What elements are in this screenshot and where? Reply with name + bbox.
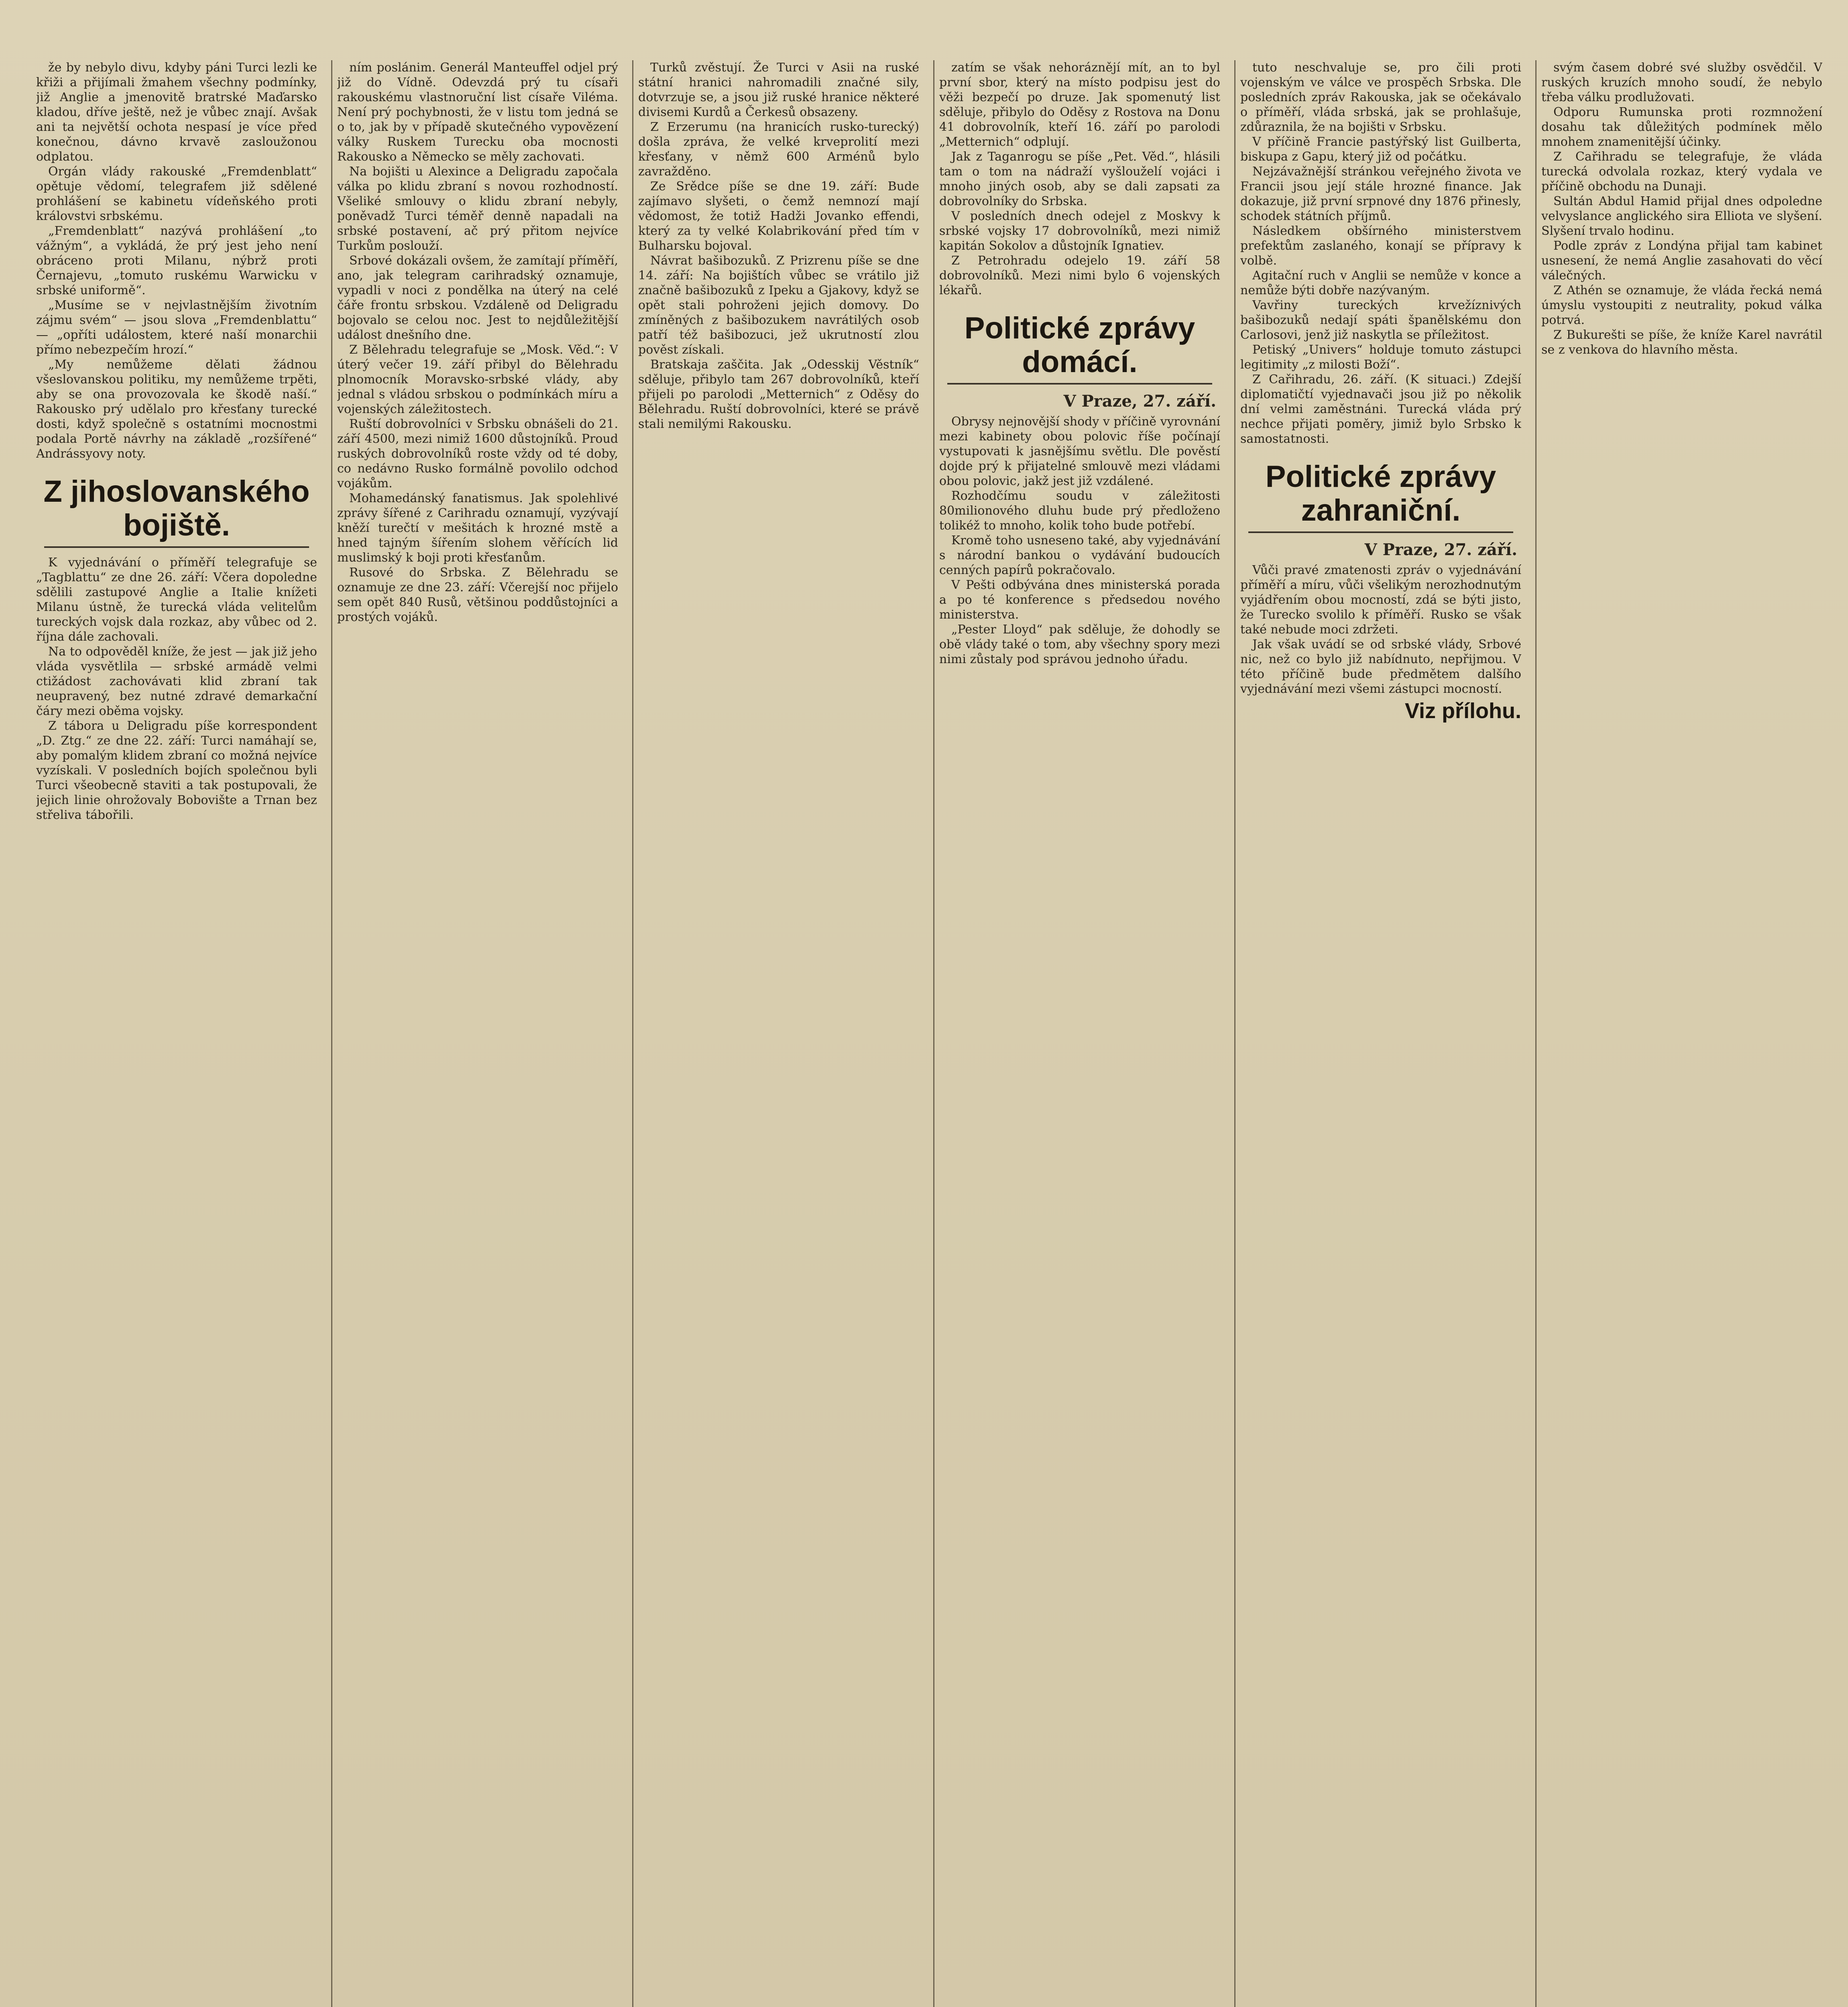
article-paragraph: Obrysy nejnovější shody v příčině vyrovnání mezi kabinety obou polovic říše počínají vystupovati k jasnějšímu světlu. Dle pověstí dojde prý k přijatelné smlouvě mezi vládami obou polovic, jakž jest již vzdálené. [939,415,1220,488]
column-4-body [939,60,1220,298]
column-rule [1535,60,1537,2007]
heading-rule [947,383,1212,385]
article-paragraph: Vůči pravé zmatenosti zpráv o vyjednávání příměří a míru, vůči všelikým nerozhodnutým vyjádřením obou mocností, zdá se býti jisto, že Turecko svolilo k příměří. Rusko se však také nebude moci zdržeti. [1240,563,1521,637]
continued-note: Viz přílohu. [1404,699,1521,723]
column-rule [933,60,934,2007]
article-paragraph: ním poslánim. Generál Manteuffel odjel prý již do Vídně. Odevzdá prý tu císaři rakouskému vlastnoruční list císaře Viléma. Není prý pochybnosti, že v listu tom jedná se o to, jak by v případě skutečného vypovězení války Ruskem Turecku oba mocnosti Rakousko a Německo se měly zachovati. [337,61,618,164]
article-paragraph: svým časem dobré své služby osvědčil. V ruských kruzích mnoho soudí, že nebylo třeba válku prodlužovati. [1541,61,1822,104]
column-1-body [36,60,317,461]
article-paragraph: Ruští dobrovolníci v Srbsku obnášeli do 21. září 4500, mezi nimiž 1600 důstojníků. Proud ruských dobrovolníků roste vždy od té doby, co nedávno Rusko formálně povolilo odchod vojákům. [337,417,618,491]
article-paragraph: Turků zvěstují. Že Turci v Asii na ruské státní hranici nahromadili značné sily, dotvrzuje se, a jsou již ruské hranice některé divisemi Kurdů a Čerkesů obsazeny. [638,61,919,119]
article-paragraph: Orgán vlády rakouské „Fremdenblatt“ opětuje vědomí, telegrafem již sdělené prohlášení se kabinetu vídeňského proti královstvi srbskému. [36,165,317,223]
article-paragraph: Odporu Rumunska proti rozmnožení dosahu tak důležitých podmínek mělo mnohem znamenitější účinky. [1541,105,1822,149]
section-heading: Politické zprávy domácí. [964,311,1195,379]
article-paragraph: Na bojišti u Alexince a Deligradu započala válka po klidu zbraní s novou rozhodností. Všeliké smlouvy o klidu zbraní nebyly, poněvadž Turci téměř denně napadali na srbské postavení, ač prý přitom nejvíce Turkům poslouží. [337,165,618,253]
article-paragraph: Jak z Taganrogu se píše „Pet. Věd.“, hlásili tam o tom na nádraží vyšlouželí vojáci i mnoho jiných osob, aby se dali zapsati za dobrovolníky do Srbska. [939,150,1220,208]
column-2-body [337,60,618,625]
article-paragraph: Z Cařihradu, 26. září. (K situaci.) Zdejší diplomatičtí vyjednavači jsou již po několik dní velmi zaměstnáni. Turecká vláda prý nechce přijati poměry, jimiž bylo Srbsko k samostatnosti. [1240,372,1521,446]
dateline: V Praze, 27. září. [1063,392,1216,411]
column-1 [36,60,317,2007]
article-paragraph: K vyjednávání o příměří telegrafuje se „Tagblattu“ ze dne 26. září: Včera dopoledne sdělili zastupové Anglie a Italie knížeti Milanu ústně, že turecká vláda velitelům tureckých vojsk dala rozkaz, aby vůbec od 2. října dále zachovali. [36,556,317,644]
article-paragraph: Podle zpráv z Londýna přijal tam kabinet usnesení, že nemá Anglie zasahovati do věcí válečných. [1541,239,1822,283]
column-rule [1234,60,1235,2007]
heading-rule [1248,531,1513,533]
column-5-section [1240,563,1521,696]
column-rule [331,60,332,2007]
article-paragraph: Jak však uvádí se od srbské vlády, Srbové nic, než co bylo již nabídnuto, nepřijmou. V této příčině bude předmětem dalšího vyjednávání mezi všemi zástupci mocností. [1240,637,1521,696]
column-2 [337,60,618,2007]
column-6-body [1541,60,1822,357]
article-paragraph: Agitační ruch v Anglii se nemůže v konce a nemůže býti dobře nazývaným. [1240,269,1521,297]
article-paragraph: že by nebylo divu, kdyby páni Turci lezli ke křiži a přijímali žmahem všechny podmínky, již Anglie a jmenovitě bratrské Maďarsko kladou, dříve ještě, než je vůbec znají. Avšak ani ta největší ochota nespasí je více před konečnou, dávno krvavě zasloužonou odplatou. [36,61,317,164]
article-paragraph: Mohamedánský fanatismus. Jak spolehlivé zprávy šířené z Carihradu oznamují, vyzývají kněží turečtí v mešitách k hrozné mstě a hned tajným šířením slohem věřících lid muslimský k boji proti křesťanům. [337,491,618,565]
article-paragraph: Následkem obšírného ministerstvem prefektům zaslaného, konají se přípravy k volbě. [1240,224,1521,268]
article-paragraph: Vavřiny tureckých krvežíznivých bašibozuků nedají spáti španělskému don Carlosovi, jenž již naskytla se příležitost. [1240,298,1521,342]
column-5 [1240,60,1521,2007]
article-paragraph: Sultán Abdul Hamid přijal dnes odpoledne velvyslance anglického sira Elliota ve slyšení. Slyšení trvalo hodinu. [1541,194,1822,238]
column-4-section [939,414,1220,667]
article-paragraph: Z Erzerumu (na hranicích rusko-turecký) došla zpráva, že velké krveprolití mezi křesťany, v němž 600 Arménů bylo zavražděno. [638,120,919,179]
article-paragraph: Na to odpověděl kníže, že jest — jak již jeho vláda vysvětlila — srbské armádě velmi ctižádost zachovávati klid zbraní tak neupravený, bez nutné zdravé demarkační čáry mezi oběma vojsky. [36,645,317,718]
article-paragraph: Z Petrohradu odejelo 19. září 58 dobrovolníků. Mezi nimi bylo 6 vojenských lékařů. [939,254,1220,297]
text-columns [36,60,1822,2007]
article-paragraph: tuto neschvaluje se, pro čili proti vojenským ve válce ve prospěch Srbska. Dle posledních zpráv Rakouska, jak se očekávalo o příměří, vláda srbská, jak se prohlašuje, zdůraznila, že na bojišti v Srbsku. [1240,61,1521,134]
article-paragraph: „Musíme se v nejvlastnějším životním zájmu svém“ — jsou slova „Fremdenblattu“ — „opříti událostem, které naší monarchii přímo nebezpečím hrozí.“ [36,298,317,357]
article-paragraph: V příčině Francie pastýřský list Guilberta, biskupa z Gapu, který již od počátku. [1240,135,1521,164]
column-5-body [1240,60,1521,446]
article-paragraph: Srbové dokázali ovšem, že zamítají příměří, ano, jak telegram carihradský oznamuje, vypadli v noci z pondělka na úterý na celé čáře frontu srbskou. Vzdáleně od Deligradu bojovalo se celou noc. Jest to nejdůležitější událost dnešního dne. [337,254,618,342]
article-paragraph: Ze Srědce píše se dne 19. září: Bude zajímavo slyšeti, o čemž nemnozí mají vědomost, že totiž Hadži Jovanko effendi, který za ty velké Kolabrikování před tím v Bulharsku bojoval. [638,179,919,253]
column-3 [638,60,919,2007]
section-heading: Politické zprávy zahraniční. [1265,460,1496,527]
article-paragraph: Nejzávažnější stránkou veřejného života ve Francii jsou její stále hrozné finance. Jak dokazuje, již první srpnové dny 1876 přinesly, schodek státních příjmů. [1240,165,1521,223]
column-3-body [638,60,919,432]
column-rule [632,60,633,2007]
article-paragraph: „Fremdenblatt“ nazývá prohlášení „to vážným“, a vykládá, že prý jest jeho není obráceno proti Milanu, nýbrž proti Černajevu, „tomuto ruskému Warwicku v srbské uniformě“. [36,224,317,297]
article-paragraph: „Pester Lloyd“ pak sděluje, že dohodly se obě vlády také o tom, aby všechny spory mezi nimi zůstaly pod správou jednoho úřadu. [939,623,1220,666]
article-paragraph: Návrat bašibozuků. Z Prizrenu píše se dne 14. září: Na bojištích vůbec se vrátilo již značně bašibozuků z Ipeku a Gjakovy, když se opět stali pohroženi jejich domovy. Do zmíněných z bašibozukem navrátilých osob patří též bašibozuci, jež ukrutností zlou pověst získali. [638,254,919,357]
article-paragraph: Z Bělehradu telegrafuje se „Mosk. Věd.“: V úterý večer 19. září přibyl do Bělehradu plnomocník Moravsko-srbské vlády, aby jednal s vládou srbskou o podmínkách míru a vojenských záležitostech. [337,343,618,416]
article-paragraph: „My nemůžeme dělati žádnou všeslovanskou politiku, my nemůžeme trpěti, aby se ona provozovala ke škodě naší.“ Rakousko prý udělalo pro křesťany turecké dosti, když společně s ostatními mocnostmi podala Portě návrhy na základě „rozšířené“ Andrássyovy noty. [36,358,317,461]
column-1-section [36,555,317,822]
article-paragraph: Rusové do Srbska. Z Bělehradu se oznamuje ze dne 23. září: Včerejší noc přijelo sem opět 840 Rusů, většinou poddůstojníci a prostých vojáků. [337,566,618,624]
article-paragraph: Kromě toho usneseno také, aby vyjednávání s národní bankou o vydávání budoucích cenných papírů pokračovalo. [939,533,1220,577]
column-6 [1541,60,1822,2007]
column-4 [939,60,1220,2007]
article-paragraph: Z tábora u Deligradu píše korrespondent „D. Ztg.“ ze dne 22. září: Turci namáhají se, aby pomalým klidem zbraní co možná nejvíce vyzískali. V posledních bojích společnou byli Turci všeobecně staviti a tak postupovali, že jejich linie ohrožovaly Bobovište a Trnan bez střeliva tábořili. [36,719,317,822]
article-paragraph: Bratskaja zaščita. Jak „Odesskij Věstník“ sděluje, přibylo tam 267 dobrovolníků, kteří přijeli po parolodi „Metternich“ z Oděsy do Bělehradu. Ruští dobrovolníci, které se právě stali nemilými Rakousku. [638,358,919,431]
article-paragraph: Rozhodčímu soudu v záležitosti 80milionového dluhu bude prý předloženo tolikéž to mnoho, kolik toho bude potřebí. [939,489,1220,533]
article-paragraph: Z Bukurešti se píše, že kníže Karel navrátil se z venkova do hlavního města. [1541,328,1822,357]
section-heading: Z jihoslovanského bojiště. [43,474,310,542]
article-paragraph: zatím se však nehoráznějí mít, an to byl první sbor, který na místo podpisu jest do věži bezpečí po druze. Jak spomenutý list sděluje, přibylo do Oděsy z Rostova na Donu 41 dobrovolník, kteří 16. září po parolodi „Metternich“ odplují. [939,61,1220,149]
article-paragraph: V Pešti odbývána dnes ministerská porada a po té konference s předsedou nového ministerstva. [939,578,1220,622]
dateline: V Praze, 27. září. [1364,540,1517,559]
article-paragraph: Z Cařihradu se telegrafuje, že vláda turecká odvolala rozkaz, který vydala ve příčině obchodu na Dunaji. [1541,150,1822,193]
article-paragraph: Z Athén se oznamuje, že vláda řecká nemá úmyslu vystoupiti z neutrality, pokud válka potrvá. [1541,283,1822,327]
article-paragraph: Petiský „Univers“ holduje tomuto zástupci legitimity „z milosti Boží“. [1240,343,1521,372]
article-paragraph: V posledních dnech odejel z Moskvy k srbské vojsky 17 dobrovolníků, mezi nimiž kapitán Sokolov a důstojník Ignatiev. [939,209,1220,253]
heading-rule [44,546,309,548]
